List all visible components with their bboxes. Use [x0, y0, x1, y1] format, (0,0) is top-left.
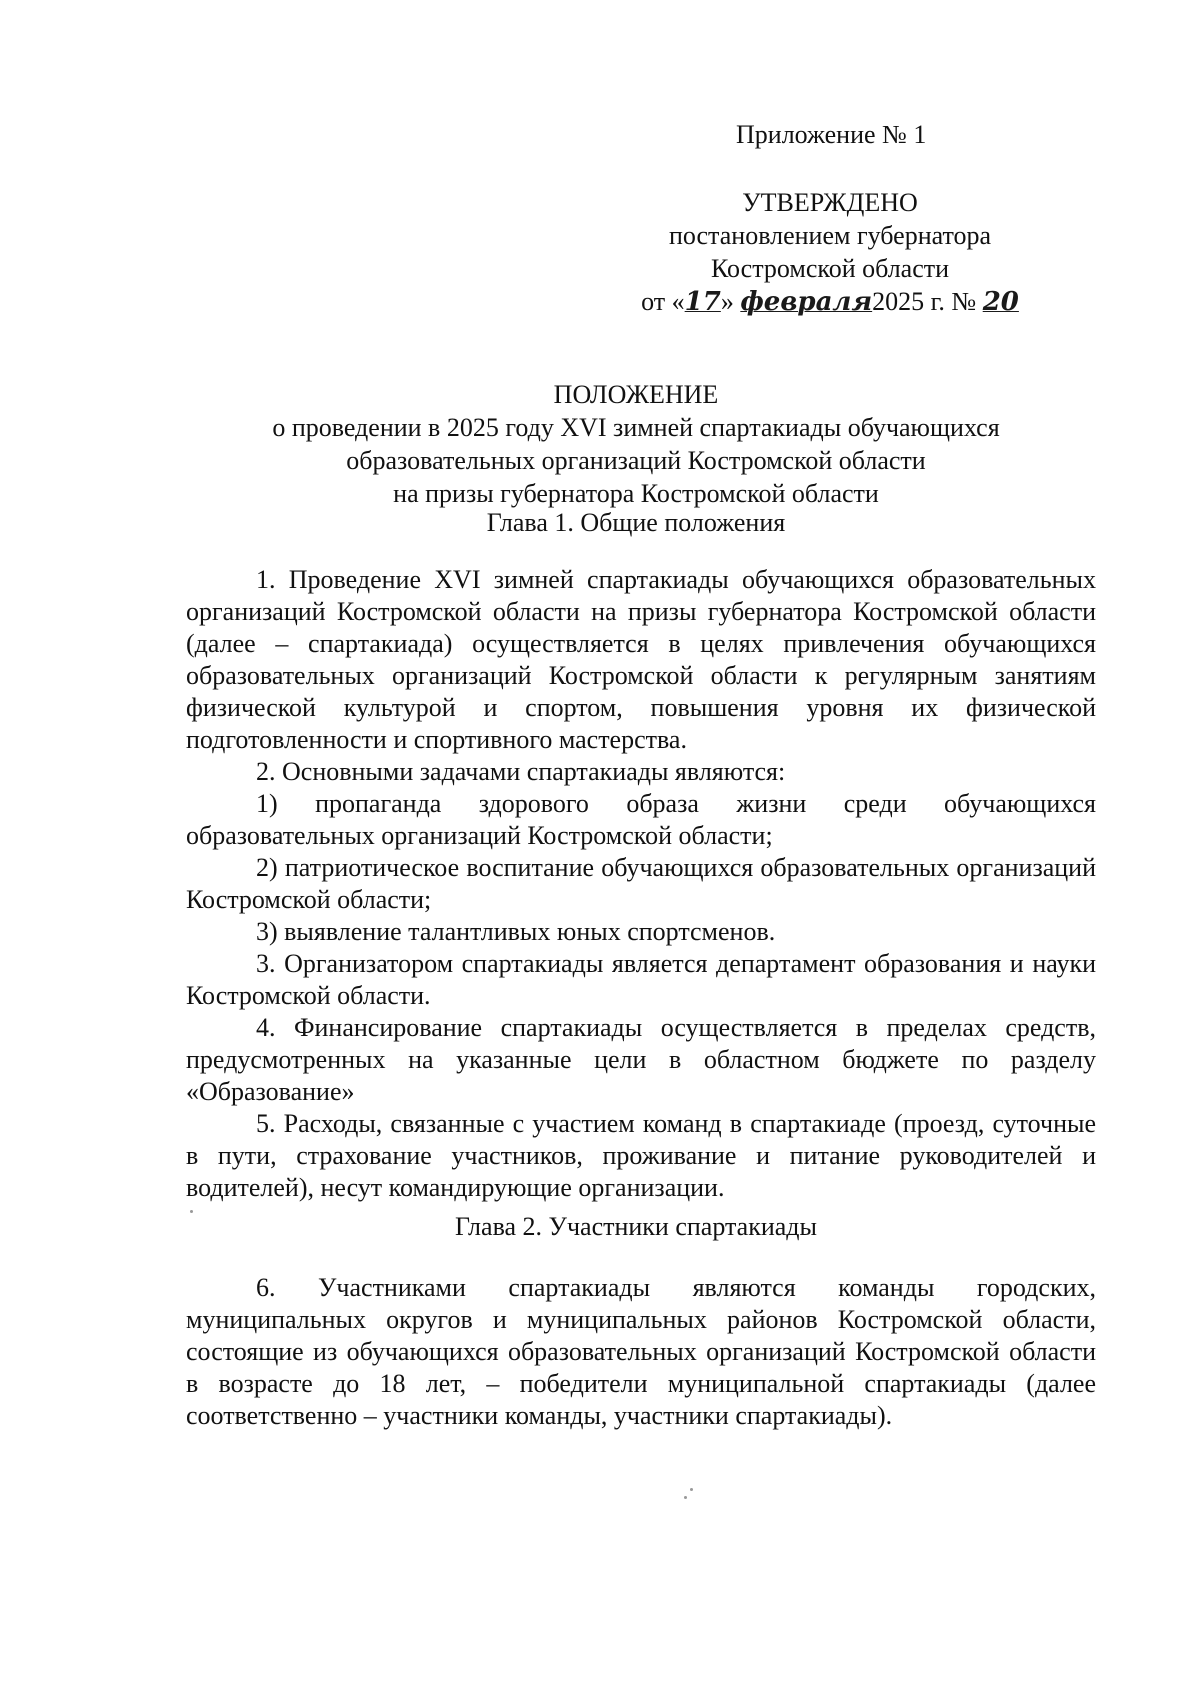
chapter-1-heading: Глава 1. Общие положения	[486, 508, 786, 537]
appendix-label: Приложение № 1	[736, 120, 927, 149]
title-heading: ПОЛОЖЕНИЕ	[553, 380, 719, 409]
chapter-1-body	[186, 564, 1096, 1204]
date-year: 2025 г. №	[872, 287, 983, 316]
paragraph-1: 1. Проведение XVI зимней спартакиады обучающихся образовательных организаций Костромской области на призы губернатора Костромской области (далее – спартакиада) осуществляется в целях привлечения обучающихся образовательных организаций Костромской области к регулярным занятиям физической культурой и спортом, повышения уровня их физической подготовленности и спортивного мастерства.	[186, 565, 1096, 754]
scan-artifact-dot	[190, 1210, 193, 1213]
paragraph-2-item-2: 2) патриотическое воспитание обучающихся образовательных организаций Костромской области;	[186, 853, 1096, 914]
title-line-2: образовательных организаций Костромской области	[346, 446, 926, 475]
approved-by-line1: постановлением губернатора	[668, 221, 992, 250]
document-title	[186, 378, 1086, 510]
paragraph-3: 3. Организатором спартакиады является департамент образования и науки Костромской области.	[186, 949, 1096, 1010]
date-prefix: от «	[641, 287, 685, 316]
paragraph-4: 4. Финансирование спартакиады осуществляется в пределах средств, предусмотренных на указанные цели в областном бюджете по разделу «Образование»	[186, 1013, 1096, 1106]
decree-number-handwritten: 20	[982, 287, 1019, 317]
title-line-3: на призы губернатора Костромской области	[393, 479, 879, 508]
scan-artifact-dot	[690, 1488, 693, 1491]
paragraph-2-item-3: 3) выявление талантливых юных спортсменов.	[256, 917, 776, 946]
title-line-1: о проведении в 2025 году XVI зимней спартакиады обучающихся	[272, 413, 1000, 442]
paragraph-6: 6. Участниками спартакиады являются команды городских, муниципальных округов и муниципальных районов Костромской области, состоящие из обучающихся образовательных организаций Костромской области в возрасте до 18 лет, – победители муниципальной спартакиады (далее соответственно – участники команды, участники спартакиады).	[186, 1273, 1096, 1430]
approval-date-line	[640, 285, 1020, 319]
paragraph-2-item-1: 1) пропаганда здорового образа жизни среди обучающихся образовательных организаций Костромской области;	[186, 789, 1096, 850]
chapter-2-heading: Глава 2. Участники спартакиады	[454, 1212, 818, 1241]
scan-artifact-dot	[684, 1496, 687, 1499]
date-day-handwritten: 17	[684, 287, 721, 317]
approval-block	[640, 186, 1020, 319]
approved-by-line2: Костромской области	[710, 254, 950, 283]
paragraph-5: 5. Расходы, связанные с участием команд в спартакиаде (проезд, суточные в пути, страхование участников, проживание и питание руководителей и водителей), несут командирующие организации.	[186, 1109, 1096, 1202]
chapter-2-body	[186, 1272, 1096, 1432]
date-month-handwritten: февраля	[740, 287, 873, 317]
date-mid: »	[720, 287, 741, 316]
approved-stamp-text: УТВЕРЖДЕНО	[742, 188, 918, 217]
paragraph-2: 2. Основными задачами спартакиады являются:	[256, 757, 786, 786]
